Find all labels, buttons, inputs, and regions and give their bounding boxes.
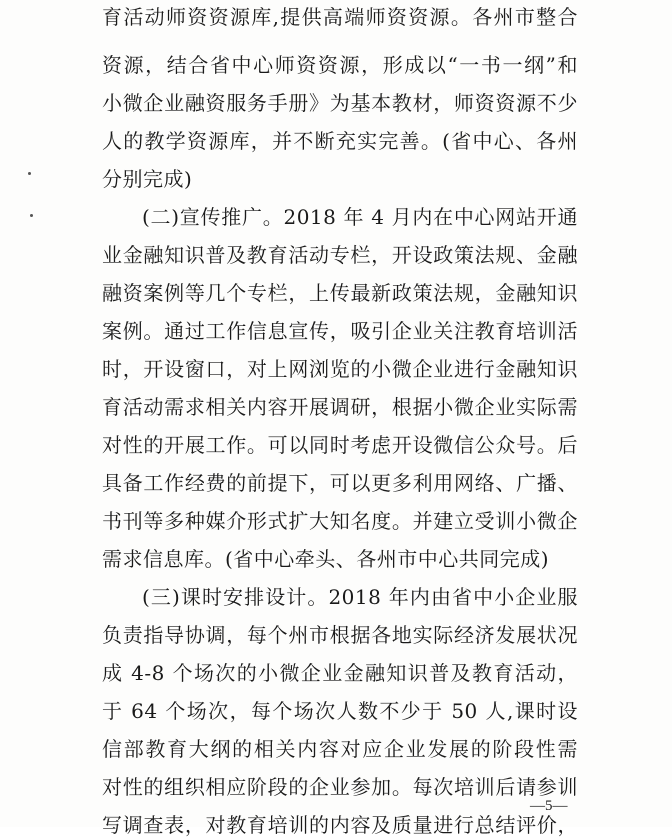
text-line: 分别完成) — [102, 167, 193, 191]
text-line: 需求信息库。(省中心牵头、各州市中心共同完成) — [102, 547, 550, 571]
text-line: 案例。通过工作信息宣传，吸引企业关注教育培训活 — [102, 319, 578, 343]
paragraph-heading-line: (三)课时安排设计。2018 年内由省中小企业服 — [142, 585, 578, 609]
text-line: 资源，结合省中心师资资源，形成以“一书一纲”和 — [102, 53, 578, 77]
text-line: 育活动需求相关内容开展调研，根据小微企业实际需 — [102, 395, 578, 419]
text-line: 对性的组织相应阶段的企业参加。每次培训后请参训 — [102, 775, 578, 799]
text-line: 融资案例等几个专栏，上传最新政策法规，金融知识 — [102, 281, 578, 305]
text-line: 成 4-8 个场次的小微企业金融知识普及教育活动， — [102, 661, 578, 685]
paragraph-heading-line: (二)宣传推广。2018 年 4 月内在中心网站开通 — [142, 205, 578, 229]
text-line: 具备工作经费的前提下，可以更多利用网络、广播、 — [102, 471, 578, 495]
text-line: 负责指导协调，每个州市根据各地实际经济发展状况 — [102, 623, 578, 647]
text-line: 于 64 个场次，每个场次人数不少于 50 人,课时设 — [102, 699, 578, 723]
scan-speck — [30, 214, 33, 217]
text-line: 时，开设窗口，对上网浏览的小微企业进行金融知识 — [102, 357, 578, 381]
text-line: 信部教育大纲的相关内容对应企业发展的阶段性需 — [102, 737, 578, 761]
text-line: 小微企业融资服务手册》为基本教材，师资资源不少 — [102, 91, 578, 115]
text-line: 育活动师资资源库,提供高端师资资源。各州市整合 — [102, 5, 578, 29]
text-line: 人的教学资源库，并不断充实完善。(省中心、各州 — [102, 129, 578, 153]
text-line: 写调查表，对教育培训的内容及质量进行总结评价， — [102, 813, 578, 837]
text-line: 对性的开展工作。可以同时考虑开设微信公众号。后 — [102, 433, 578, 457]
text-line: 业金融知识普及教育活动专栏，开设政策法规、金融 — [102, 243, 578, 267]
text-line: 书刊等多种媒介形式扩大知名度。并建立受训小微企 — [102, 509, 578, 533]
scan-speck — [28, 172, 31, 175]
page-number: —5— — [530, 798, 568, 814]
